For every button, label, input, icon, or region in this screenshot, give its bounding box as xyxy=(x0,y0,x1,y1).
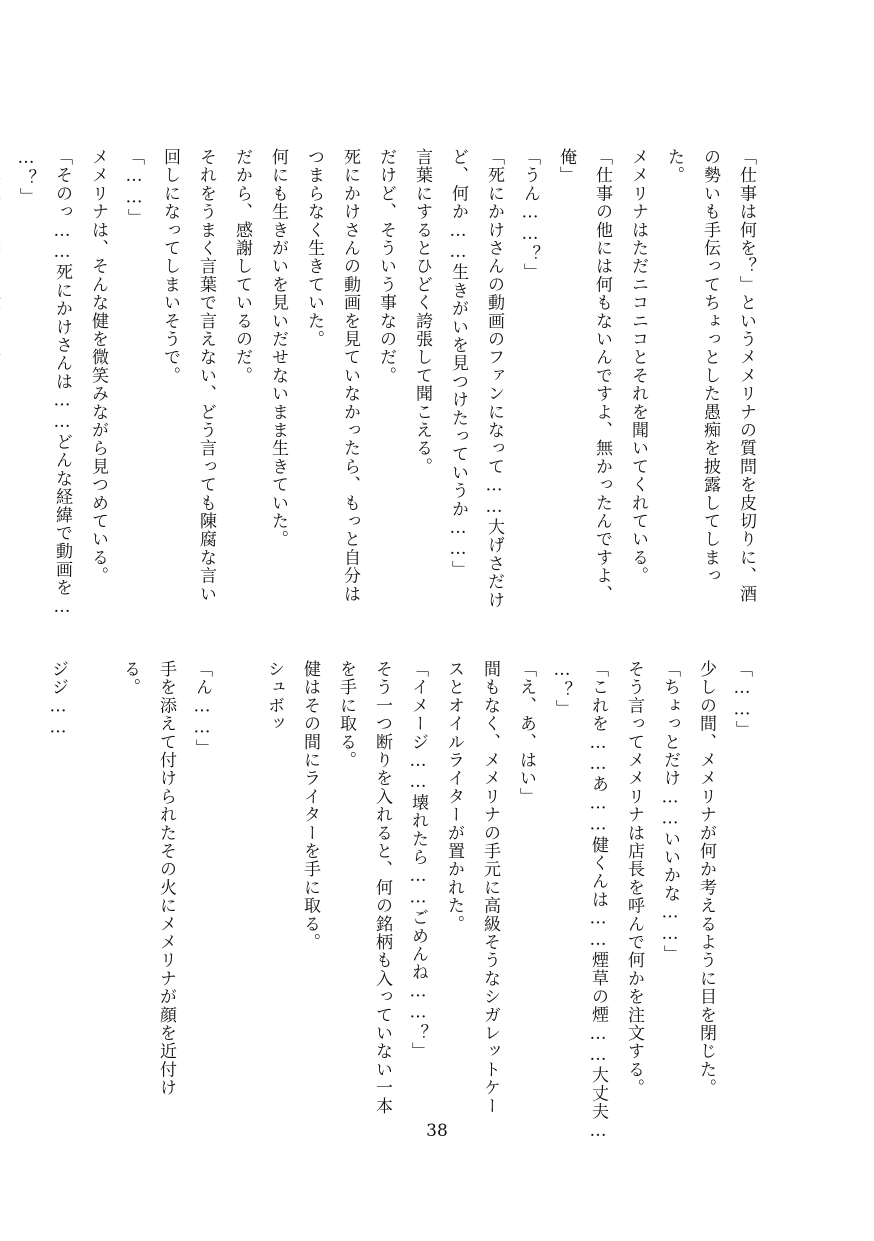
text-line: 「……」 xyxy=(732,660,752,739)
text-line: 間もなく、メメリナの手元に高級そうなシガレットケー xyxy=(480,660,500,1115)
text-line: メメリナは、そんな健を微笑みながら見つめている。 xyxy=(88,148,108,585)
text-line: 「死にかけさんの動画のファンになって……大げさだけ xyxy=(484,148,504,609)
text-line: 少しの間、メメリナが何か考えるように目を閉じた。 xyxy=(696,660,716,1097)
text-line: 「仕事の他には何もないんですよ、無かったんですよ、 xyxy=(592,148,612,603)
text-line: そう一つ断りを入れると、何の銘柄も入っていない一本 xyxy=(372,660,392,1115)
text-line: だから、感謝しているのだ。 xyxy=(232,148,252,385)
text-line: 死にかけさんの動画を見ていなかったら、もっと自分は xyxy=(340,148,360,603)
text-line: ど、何か……生きがいを見つけたっていうか……」 xyxy=(448,148,468,579)
text-line: それをうまく言葉で言えない、どう言っても陳腐な言い xyxy=(196,148,216,603)
text-line: 「ちょっとだけ……いいかな……」 xyxy=(660,660,680,964)
text-block-top xyxy=(0,148,764,618)
text-line: 「……」 xyxy=(124,148,144,227)
text-line: シュボッ xyxy=(264,660,284,733)
text-line: 手を添えて付けられたその火にメメリナが顔を近付け xyxy=(156,660,176,1097)
text-line: そう言ってメメリナは店長を呼んで何かを注文する。 xyxy=(624,660,644,1097)
text-line: 「うん……？」 xyxy=(520,148,540,282)
text-line: た。 xyxy=(664,148,684,185)
text-line: る。 xyxy=(120,660,140,697)
text-line: ジジ…… xyxy=(48,660,68,739)
text-line: 「イメージ……壊れたら……ごめんね……？」 xyxy=(408,660,428,1061)
text-line: 回しになってしまいそうで。 xyxy=(160,148,180,385)
text-line: 何にも生きがいを見いだせないまま生きていた。 xyxy=(268,148,288,549)
text-line: 「仕事は何を？」というメメリナの質問を皮切りに、酒 xyxy=(736,148,756,603)
text-line xyxy=(0,148,8,608)
page-number: 38 xyxy=(426,1121,448,1141)
text-line: つまらなく生きていた。 xyxy=(304,148,324,349)
text-line: メメリナはただニコニコとそれを聞いてくれている。 xyxy=(628,148,648,585)
text-line: 「そのっ……死にかけさんは……どんな経緯で動画を… xyxy=(52,148,72,618)
text-line: 「ん……」 xyxy=(192,660,212,757)
text-line: …？」 xyxy=(16,148,36,206)
blank-line xyxy=(220,660,256,1120)
text-line: の勢いも手伝ってちょっとした愚痴を披露してしまっ xyxy=(700,148,720,585)
text-line: 健はその間にライターを手に取る。 xyxy=(300,660,320,952)
blank-line xyxy=(76,660,112,1120)
text-line: スとオイルライターが置かれた。 xyxy=(444,660,464,933)
text-line: 「え、あ、はい」 xyxy=(516,660,536,806)
text-line: 「これを……あ……健くんは……煙草の煙……大丈夫… xyxy=(588,660,608,1142)
text-line: だけど、そういう事なのだ。 xyxy=(376,148,396,385)
text-line: …？」 xyxy=(552,660,572,718)
text-line: 言葉にするとひどく誇張して聞こえる。 xyxy=(412,148,432,476)
text-line: を手に取る。 xyxy=(336,660,356,770)
text-line: 俺」 xyxy=(556,148,576,185)
